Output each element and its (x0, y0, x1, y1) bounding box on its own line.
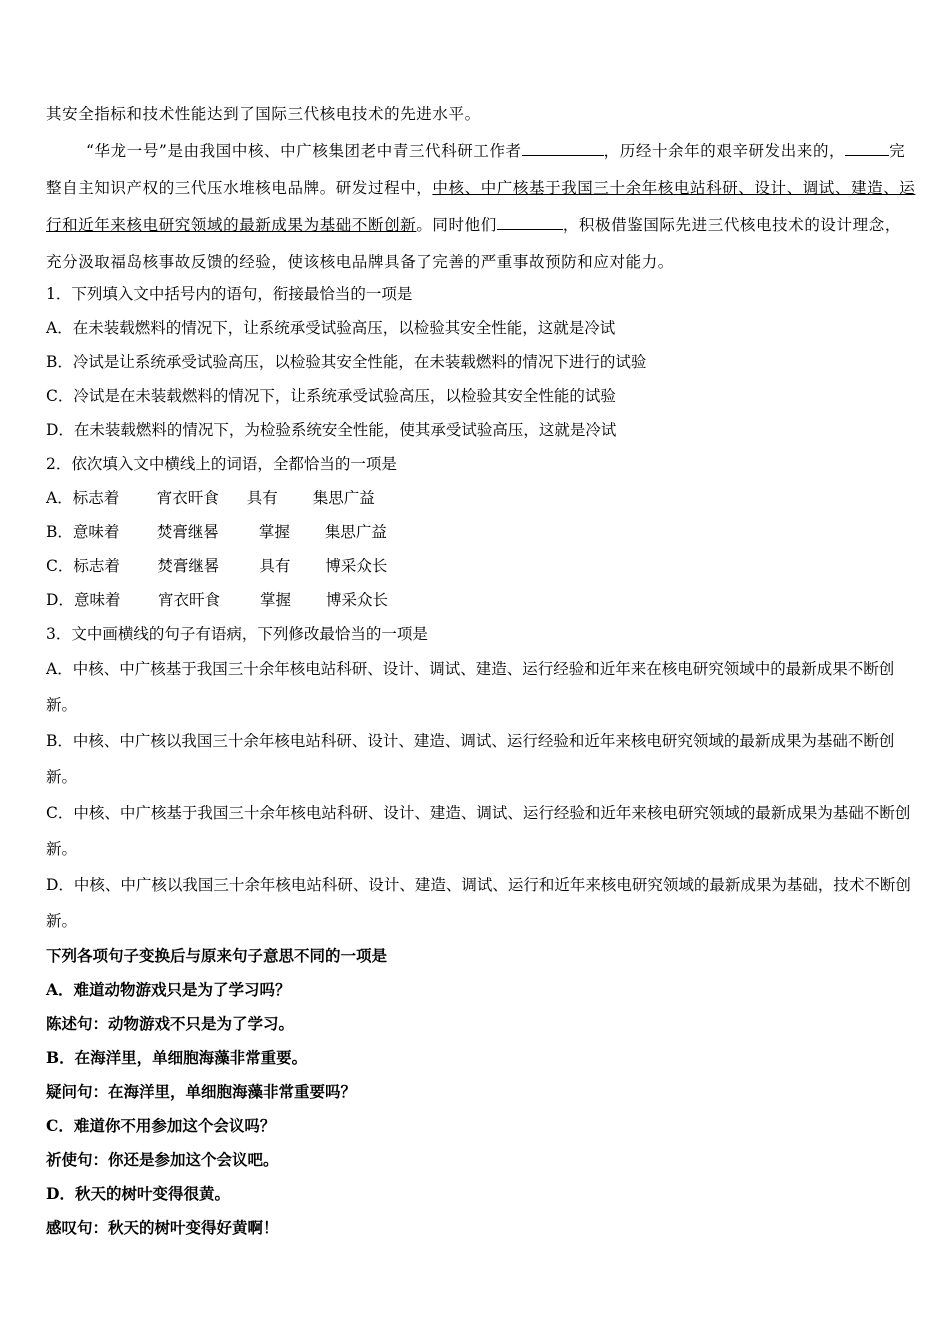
option-word: 意味着 (72, 523, 120, 541)
option-word: 集思广益 (312, 489, 375, 507)
passage-text-d: 。同时他们 (416, 216, 497, 234)
q4-line: 感叹句：秋天的树叶变得好黄啊！ (46, 1218, 279, 1237)
question-1 (46, 277, 916, 447)
option-word: 博采众长 (325, 557, 388, 575)
passage-text-a: “华龙一号”是由我国中核、中广核集团老中青三代科研工作者 (86, 142, 522, 160)
option-word: 具有 (246, 489, 278, 507)
passage-text-e: ，积极借鉴国际先进三代核电技术的设计理念，充分汲取福岛核事故反馈的经验，使该核电品牌具备了完善的严重事故预防和应对能力。 (46, 216, 901, 271)
question-3 (46, 617, 916, 939)
blank-3 (497, 215, 563, 230)
q4-line: A．难道动物游戏只是为了学习吗？ (46, 980, 291, 999)
q1-option-d: D．在未装载燃料的情况下，为检验系统安全性能，使其承受试验高压，这就是冷试 (46, 421, 617, 439)
passage-line1: 其安全指标和技术性能达到了国际三代核电技术的先进水平。 (46, 105, 481, 123)
option-word: 标志着 (73, 557, 120, 575)
q3-stem: 3．文中画横线的句子有语病，下列修改最恰当的一项是 (46, 625, 428, 643)
q2-option-a (46, 481, 916, 515)
q4-line: 疑问句：在海洋里，单细胞海藻非常重要吗？ (46, 1082, 357, 1101)
option-label: D． (46, 591, 74, 609)
option-word: 掌握 (259, 591, 291, 609)
q1-option-b: B．冷试是让系统承受试验高压，以检验其安全性能，在未装载燃料的情况下进行的试验 (46, 353, 647, 371)
q2-option-b (46, 515, 916, 549)
option-word: 具有 (259, 557, 291, 575)
option-word: 掌握 (258, 523, 290, 541)
option-word: 焚膏继晷 (156, 523, 219, 541)
blank-2 (845, 141, 889, 156)
q4-line: 祈使句：你还是参加这个会议吧。 (46, 1150, 279, 1169)
q3-option-b: B．中核、中广核以我国三十余年核电站科研、设计、建造、调试、运行经验和近年来核电研究领域的最新成果为基础不断创新。 (46, 732, 895, 786)
q4-line: 陈述句：动物游戏不只是为了学习。 (46, 1014, 295, 1033)
q3-option-d: D．中核、中广核以我国三十余年核电站科研、设计、建造、调试、运行和近年来核电研究领域的最新成果为基础，技术不断创新。 (46, 876, 911, 930)
document-page (46, 96, 916, 1245)
option-word: 标志着 (72, 489, 120, 507)
q4-line: C．难道你不用参加这个会议吗？ (46, 1116, 276, 1135)
q4-line: B．在海洋里，单细胞海藻非常重要。 (46, 1048, 308, 1067)
underlined-sentence: 中核、中广核基于我国三十余年核电站科研、设计、调试、建造、运行和近年来核电研究领域的最新成果为基础不断创新 (46, 179, 916, 234)
q3-option-c: C．中核、中广核基于我国三十余年核电站科研、设计、建造、调试、运行经验和近年来核电研究领域的最新成果为基础不断创新。 (46, 804, 911, 858)
q1-stem: 1．下列填入文中括号内的语句，衔接最恰当的一项是 (46, 285, 413, 303)
q1-option-c: C．冷试是在未装载燃料的情况下，让系统承受试验高压，以检验其安全性能的试验 (46, 387, 616, 405)
blank-1 (522, 141, 604, 156)
q1-option-a: A．在未装载燃料的情况下，让系统承受试验高压，以检验其安全性能，这就是冷试 (46, 319, 616, 337)
passage-paragraph (46, 133, 916, 281)
q4-line: D．秋天的树叶变得很黄。 (46, 1184, 230, 1203)
passage-text-c: 完整自主知识产权的三代压水堆核电品牌。研发过程中， (46, 142, 906, 197)
option-label: B． (46, 523, 73, 541)
option-word: 集思广益 (324, 523, 387, 541)
question-4 (46, 939, 916, 1245)
q2-stem: 2．依次填入文中横线上的词语，全都恰当的一项是 (46, 455, 397, 473)
option-word: 焚膏继晷 (157, 557, 220, 575)
passage-text-b: ，历经十余年的艰辛研发出来的， (603, 142, 846, 160)
option-word: 博采众长 (325, 591, 388, 609)
option-word: 意味着 (73, 591, 121, 609)
question-2 (46, 447, 916, 617)
q2-option-d (46, 583, 916, 617)
q4-stem: 下列各项句子变换后与原来句子意思不同的一项是 (46, 946, 388, 965)
option-label: C． (46, 557, 74, 575)
option-word: 宵衣旰食 (157, 591, 220, 609)
q2-option-c (46, 549, 916, 583)
option-word: 宵衣旰食 (156, 489, 219, 507)
q3-option-a: A．中核、中广核基于我国三十余年核电站科研、设计、调试、建造、运行经验和近年来在核电研究领域中的最新成果不断创新。 (46, 660, 895, 714)
option-label: A． (46, 489, 73, 507)
